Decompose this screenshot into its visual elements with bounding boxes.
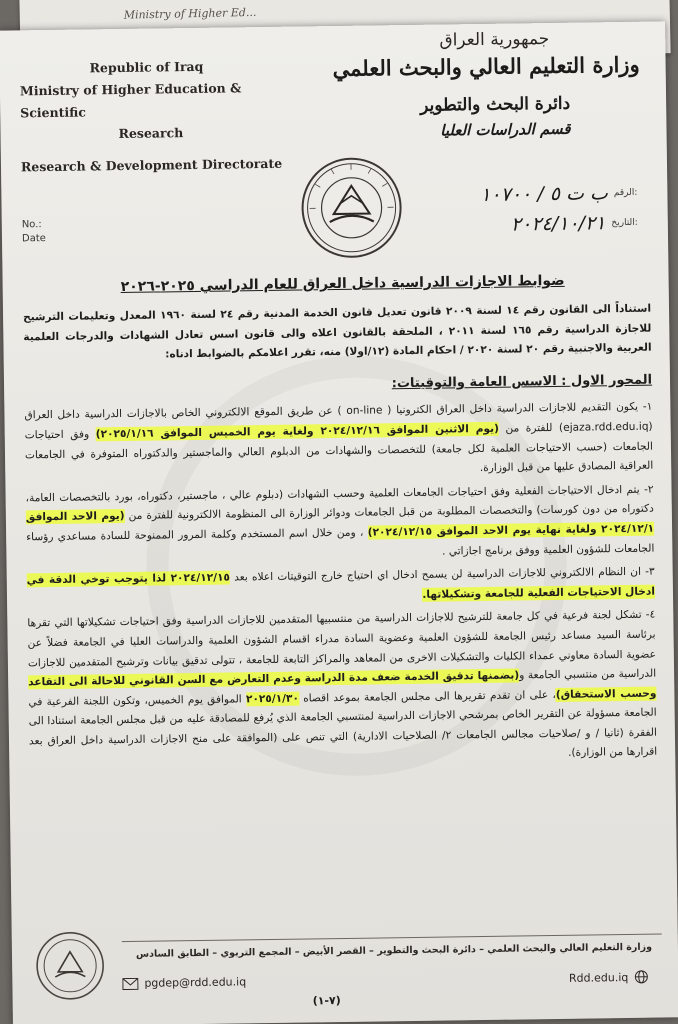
globe-icon [634,970,648,984]
ref-number-value: ب ت ٥ / ١٠٧٠٠ [480,182,608,206]
item1-text-a: ١- يكون التقديم للاجازات الدراسية داخل العراق الكترونيا ( on-line ) عن طريق الموقع الالكتروني الخاص بالاجازات الدراسية داخل العراق (ejaza.rdd.edu.iq) للفترة من [24,400,653,435]
header-en-ref-block [22,218,46,246]
footer-email-text: pgdep@rdd.edu.iq [144,975,247,990]
document-page [0,21,678,1024]
header-en-ministry: Ministry of Higher Education & Scientific [19,80,242,121]
item4-highlight: (بضمنها تدقيق الخدمة ضعف مدة الدراسة وعدم التعارض مع السن القانوني للاحالة الى التقاعد وحسب الاستحقاق) [28,669,657,701]
axis-heading: المحور الاول : الاسس العامة والتوقيتات: [391,372,653,392]
item2-text-a: ٢- يتم ادخال الاحتياجات الفعلية وفق احتياجات الجامعات العلمية وحسب الشهادات (دبلوم عالي ، ماجستير، دكتوراه، بورد بالتخصصات العامة، دكتوراه من دون كورسات) والتخصصات المطلوبة من قبل الجامعات ودوائر الوزارة الى المنظومة الالكترونية للفترة من [25,483,654,523]
item3-highlight: ٢٠٢٤/١٢/١٥ لذا يتوجب توخي الدقة في ادخال الاحتياجات الفعلية للجامعة وتشكيلاتها. [26,571,656,601]
header-english [19,55,301,179]
item1-text-b: وفق احتياجات الجامعات (حسب الاحتياجات العلمية لكل جامعة) للتخصصات والشهادات من الدبلوم العالي والماجستير والدكتوراه المتوفرة في الجامعات العراقية المصادق عليها من قبل الوزارة. [24,428,654,475]
footer-address: وزارة التعليم العالي والبحث العلمي – دائرة البحث والتطوير – القصر الأبيض – المجمع التربوي – الطابق السادس [135,941,653,960]
ref-number-label: الرقم: [613,187,638,199]
underlying-page-text: Ministry of Higher Ed... [123,5,257,22]
header-en-directorate: Research & Development Directorate [20,155,283,175]
header-ar-country: جمهورية العراق [439,29,550,51]
header-ar-directorate: دائرة البحث والتطوير [420,93,571,116]
item4-highlight-date: ٢٠٢٥/١/٣٠ [245,692,300,706]
ref-date-value: ٢٠٢٤/١٠/٢١ [510,212,606,236]
list-item-4 [27,606,657,772]
item3-text-a: ٣- ان النظام الالكتروني للاجازات الدراسية لن يسمح ادخال اي احتياج خارج التوقيتات اعلاه بعد [229,565,655,584]
item4-text-b: ، على ان تقدم تقريرها الى مجلس الجامعة بموعد اقصاه [298,688,556,705]
header-ar-ref-block [397,182,638,245]
email-icon [122,977,138,989]
footer-website[interactable] [569,970,649,985]
item1-highlight: (يوم الاثنين الموافق ٢٠٢٤/١٢/١٦ ولغاية يوم الخميس الموافق ٢٠٢٥/١/١٦) [95,422,499,441]
header-ar-department: قسم الدراسات العليا [440,119,571,140]
document-title: ضوابط الاجازات الدراسية داخل العراق للعام الدراسي ٢٠٢٥-٢٠٢٦ [120,272,565,296]
header-en-country: Republic of Iraq [89,58,204,76]
page-number: (٧-١) [312,994,341,1008]
document-body [23,300,657,776]
item4-text-c: الموافق يوم الخميس، وتكون اللجنة الفرعية في الجامعة مسؤولة عن التقرير الخاص بمرشحي الاجازات الدراسية لمنتسبي الجامعة الذي يُرفع للمصادقة عليه من قبل مجلس الجامعة استنادا الى الفقرة (ثانيا / و /صلاحيات مجالس الجامعات ٢/ الصلاحيات الادارية) التي تنص على (الموافقة على منح الاجازات الدراسية داخل العراق بعد اقرارها من الوزارة). [28,693,658,760]
footer-email[interactable] [122,975,246,990]
ref-date-row [398,212,638,237]
list-item-1 [24,398,653,485]
item2-text-b: ، ومن خلال اسم المستخدم وكلمة المرور الممنوحة للسادة مساعدي رؤساء الجامعات للشؤون العلمية ووفق برنامج اجازاتي . [26,526,655,558]
list-item-3 [27,563,655,611]
header-ar-ministry: وزارة التعليم العالي والبحث العلمي [332,51,640,82]
ref-number-row [397,182,637,207]
header-en-no-label: No.: [21,219,42,231]
item4-text-a: ٤- تشكل لجنة فرعية في كل جامعة للترشيح للاجازات الدراسية من منتسبيها المتقدمين للاجازات الدراسية وفق احتياجات تشكيلاتها التي تقرها برئاسة السيد مساعد رئيس الجامعة للشؤون العلمية وعضوية السادة مدراء اقسام الشؤون العلمية والدراسات العليا في الجامعة فضلاً عن عضوية السادة معاوني عمداء الكليات والتشكيلات الاخرى من المعاهد والمراكز التابعة للجامعة ، تتولى تدقيق بيانات وترشيح المتقدمين للاجازات الدراسية من منتسبي الجامعة و [27,608,657,682]
intro-paragraph: استناداً الى القانون رقم ١٤ لسنة ٢٠٠٩ قانون تعديل قانون الخدمة المدنية رقم ٢٤ لسنة ١٩٦٠ المعدل وتعليمات الترشيح للاجازة الدراسية رقم ١٦٥ لسنة ٢٠١١ ، الملحقة بالقانون اعلاه والى قانون اسس تعادل الشهادات والدرجات العلمية العربية والاجنبية رقم ٢٠ لسنة ٢٠٢٠ / احكام المادة (١٢/اولا) منه، تقرر اعلامكم بالضوابط ادناه: [23,302,652,361]
header-arabic [329,28,640,141]
footer-website-text: Rdd.edu.iq [568,970,629,985]
list-item-2 [25,480,654,567]
item2-highlight: (يوم الاحد الموافق ٢٠٢٤/١٢/١ ولغاية نهاية يوم الاحد الموافق ٢٠٢٤/١٢/١٥) [25,510,655,539]
footer-seal-icon [34,929,107,1002]
ministry-seal-icon [299,155,404,260]
header-en-ministry-cont: Research [118,125,184,142]
footer-divider [122,934,662,943]
ref-date-label: التاريخ: [611,217,638,229]
header-en-date-label: Date [21,233,46,245]
